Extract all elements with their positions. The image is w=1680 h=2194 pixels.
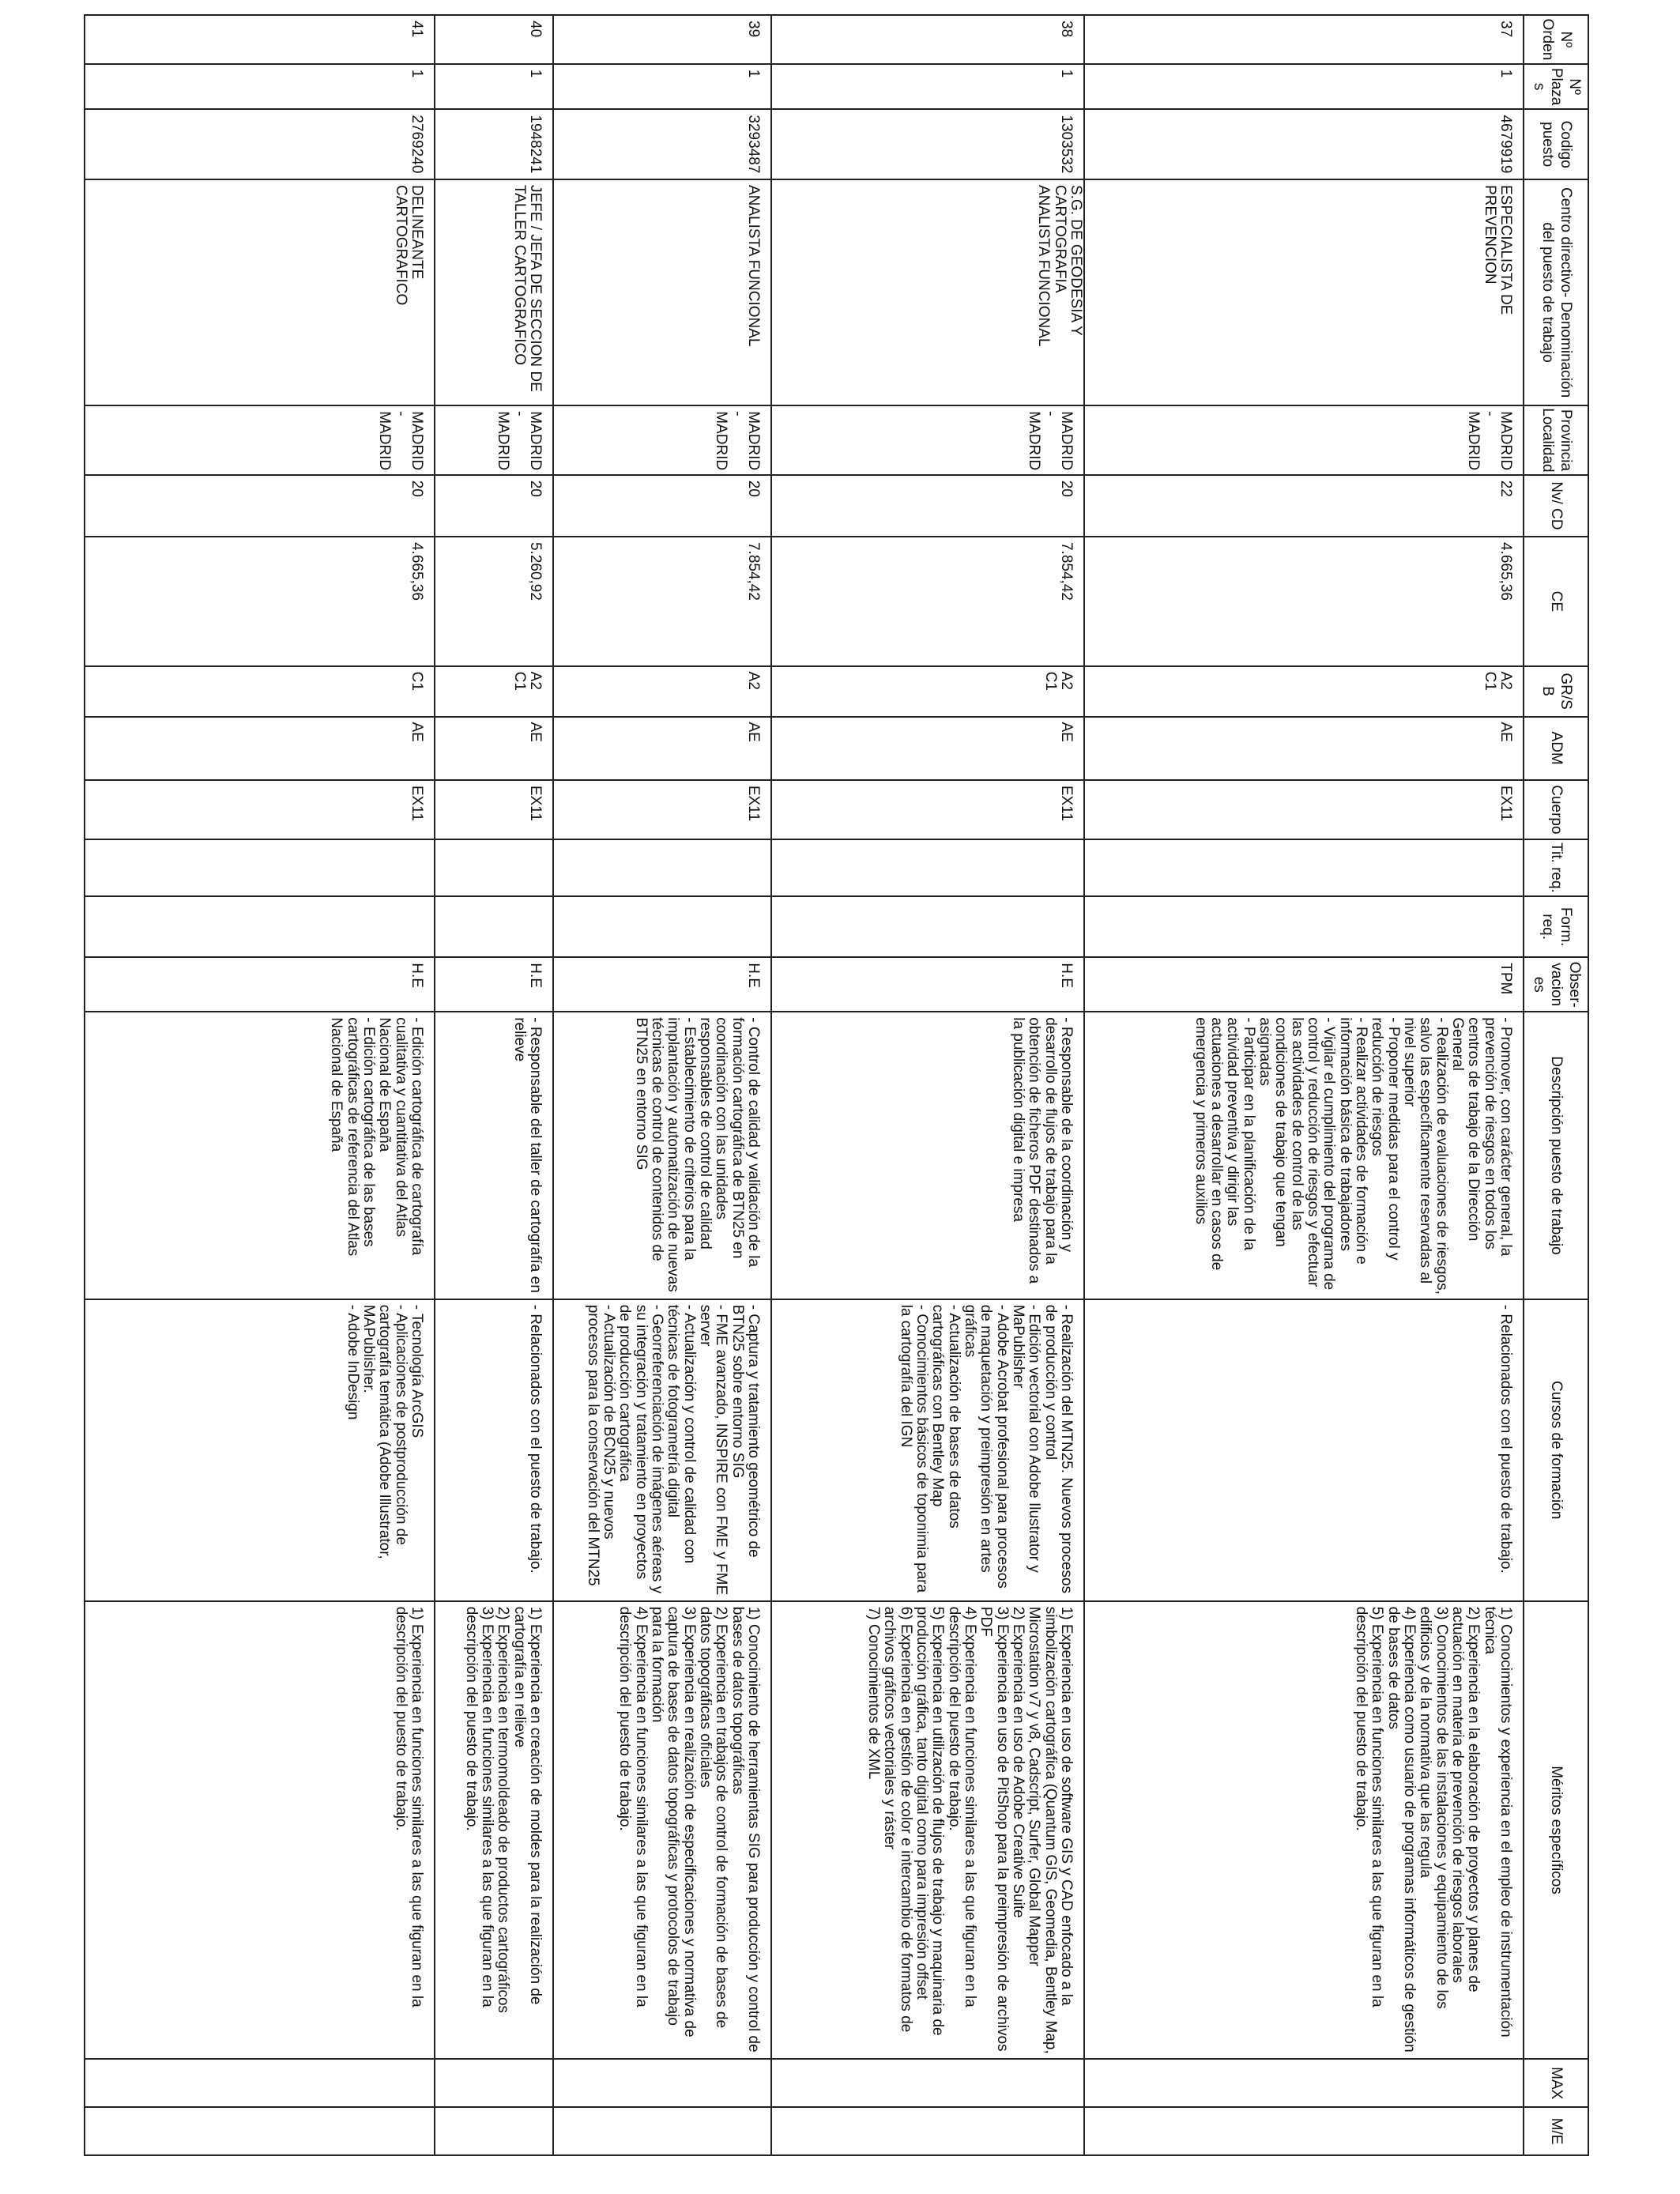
cell-meritos: 1) Experiencia en uso de software GIS y CAD enfocado a la simbolización cartográfica (Quantum GIS, Geomedia, Bentley Map, Microstation v7 y v8, Cadscript, Surfer, Global Mapper 2) Experiencia en uso de Adobe Creative Suite 3) Experiencia en uso de PitShop para la preimpresión de archivos PDF 4) Experiencia en funciones similares a las que figuran en la descripción del puesto de trabajo. 5) Experiencia en utilización de flujos de trabajo y maquinaria de producción gráfica, tanto digital como para impresión offset 6) Experiencia en gestión de color e intercambio de formatos de archivos gráficos vectoriales y ráster 7) Conocimientos de XML (771, 1601, 1084, 2060)
header-me: M/E (1524, 2107, 1588, 2155)
header-orden: Nº Orden (1524, 15, 1588, 64)
cell-centro (85, 179, 435, 405)
cell-plazas: 1 (85, 64, 435, 110)
cell-descripcion: - Responsable de la coordinación y desarrollo de flujos de trabajo para la obtención de ficheros PDF destinados a la publicación digital e impresa (771, 1012, 1084, 1299)
cell-plazas: 1 (553, 64, 771, 110)
header-centro: Centro directivo- Denominación del puesto de trabajo (1524, 179, 1588, 405)
cell-nivel: 20 (771, 475, 1084, 537)
header-cuerpo: Cuerpo (1524, 780, 1588, 839)
cell-cursos: - Realización del MTN25. Nuevos procesos de producción y control - Edición vectorial con Adobe Ilustrator y MaPublisher - Adobe Acrobat profesional para procesos de maquetación y preimpresión en artes gráficas - Actualización de bases de datos cartográficas con Bentley Map - Conocimientos básicos de toponimia para la cartografía del IGN (771, 1299, 1084, 1601)
header-provincia: Provincia Localidad (1524, 405, 1588, 475)
section-heading: S.G. DE GEODESIA Y CARTOGRAFIA (1051, 184, 1084, 336)
table-row (771, 15, 1084, 2155)
cell-provincia: MADRID - MADRID (1084, 405, 1524, 475)
cell-provincia: MADRID - MADRID (85, 405, 435, 475)
cell-cuerpo: EX11 (85, 780, 435, 839)
cell-observaciones: TPM (1084, 957, 1524, 1012)
header-descripcion: Descripción puesto de trabajo (1524, 1012, 1588, 1299)
cell-titulo (435, 839, 553, 896)
cell-centro (435, 179, 553, 405)
header-meritos: Méritos específicos (1524, 1601, 1588, 2060)
cell-me (553, 2107, 771, 2155)
cell-titulo (771, 839, 1084, 896)
header-cursos: Cursos de formación (1524, 1299, 1588, 1601)
cell-centro (553, 179, 771, 405)
cell-adm: AE (85, 717, 435, 780)
cell-titulo (553, 839, 771, 896)
cell-max (1084, 2059, 1524, 2107)
cell-formacion (1084, 896, 1524, 957)
cell-grupo: C1 (85, 666, 435, 717)
cell-formacion (85, 896, 435, 957)
cell-orden: 40 (435, 15, 553, 64)
cell-me (1084, 2107, 1524, 2155)
cell-nivel: 20 (553, 475, 771, 537)
header-formacion: Form. req. (1524, 896, 1588, 957)
table-row (85, 15, 435, 2155)
cell-ce: 4.665,36 (85, 537, 435, 666)
header-ce: CE (1524, 537, 1588, 666)
cell-descripcion: - Control de calidad y validación de la formación cartográfica de BTN25 en coordinación con las unidades responsables de control de calidad - Establecimiento de criterios para la implantación y automatización de nuevas técnicas de control de contenidos de BTN25 en entorno SIG (553, 1012, 771, 1299)
cell-max (85, 2059, 435, 2107)
cell-nivel: 20 (435, 475, 553, 537)
cell-meritos: 1) Conocimientos y experiencia en el empleo de instrumentación técnica 2) Experiencia en la elaboración de proyectos y planes de actuación en materia de prevención de riesgos laborales 3) Conocimientos de las instalaciones y equipamiento de los edificios y de la normativa que las regula 4) Experiencia como usuario de programas informáticos de gestión de bases de datos 5) Experiencia en funciones similares a las que figuran en la descripción del puesto de trabajo. (1084, 1601, 1524, 2060)
header-nivel: Nv/ CD (1524, 475, 1588, 537)
cell-me (85, 2107, 435, 2155)
cell-ce: 5.260,92 (435, 537, 553, 666)
cell-ce: 4.665,36 (1084, 537, 1524, 666)
vacancy-table (84, 14, 1589, 2156)
cell-orden: 39 (553, 15, 771, 64)
header-titulo: Tit. req. (1524, 839, 1588, 896)
cell-orden: 41 (85, 15, 435, 64)
cell-descripcion: - Promover, con carácter general, la prevención de riesgos en todos los centros de trabajo de la Dirección General - Realización de evaluaciones de riesgos, salvo las específicamente reservadas al nivel superior - Proponer medidas para el control y reducción de riesgos - Realizar actividades de formación e información básica de trabajadores - Vigilar el cumplimiento del programa de control y reducción de riesgos y efectuar las actividades de control de las condiciones de trabajo que tengan asignadas - Participar en la planificación de la actividad preventiva y dirigir las actuaciones a desarrollar en casos de emergencia y primeros auxilios (1084, 1012, 1524, 1299)
position-name: DELINEANTE CARTOGRAFICO (392, 184, 425, 306)
cell-max (553, 2059, 771, 2107)
header-row (1524, 15, 1588, 2155)
table-row (435, 15, 553, 2155)
cell-meritos: 1) Experiencia en funciones similares a las que figuran en la descripción del puesto de trabajo. (85, 1601, 435, 2060)
cell-max (771, 2059, 1084, 2107)
cell-centro (1084, 179, 1524, 405)
cell-ce: 7.854,42 (771, 537, 1084, 666)
cell-orden: 38 (771, 15, 1084, 64)
cell-adm: AE (771, 717, 1084, 780)
cell-codigo: 2769240 (85, 109, 435, 179)
header-plazas: Nº Plazas (1524, 64, 1588, 110)
cell-adm: AE (553, 717, 771, 780)
cell-cuerpo: EX11 (435, 780, 553, 839)
cell-grupo: A2 C1 (435, 666, 553, 717)
cell-grupo: A2 (553, 666, 771, 717)
cell-orden: 37 (1084, 15, 1524, 64)
cell-formacion (553, 896, 771, 957)
cell-cuerpo: EX11 (1084, 780, 1524, 839)
cell-provincia: MADRID - MADRID (435, 405, 553, 475)
cell-nivel: 20 (85, 475, 435, 537)
header-adm: ADM (1524, 717, 1588, 780)
position-name: ANALISTA FUNCIONAL (745, 184, 762, 347)
cell-formacion (771, 896, 1084, 957)
cell-adm: AE (435, 717, 553, 780)
cell-cursos: - Relacionados con el puesto de trabajo. (435, 1299, 553, 1601)
cell-provincia: MADRID - MADRID (553, 405, 771, 475)
cell-titulo (85, 839, 435, 896)
cell-nivel: 22 (1084, 475, 1524, 537)
cell-observaciones: H.E (435, 957, 553, 1012)
cell-max (435, 2059, 553, 2107)
cell-cuerpo: EX11 (771, 780, 1084, 839)
header-max: MAX (1524, 2059, 1588, 2107)
header-grupo: GR/SB (1524, 666, 1588, 717)
cell-descripcion: - Responsable del taller de cartografía en relieve (435, 1012, 553, 1299)
cell-provincia: MADRID - MADRID (771, 405, 1084, 475)
cell-cursos: - Tecnología ArcGIS - Aplicaciones de postproducción de cartografía temática (Adobe Illustrator, MAPublisher. - Adobe InDesign (85, 1299, 435, 1601)
cell-cuerpo: EX11 (553, 780, 771, 839)
position-name: ESPECIALISTA DE PREVENCION (1481, 184, 1514, 315)
cell-plazas: 1 (1084, 64, 1524, 110)
cell-me (435, 2107, 553, 2155)
cell-codigo: 1948241 (435, 109, 553, 179)
cell-titulo (1084, 839, 1524, 896)
cell-adm: AE (1084, 717, 1524, 780)
table-row (553, 15, 771, 2155)
cell-ce: 7.854,42 (553, 537, 771, 666)
cell-codigo: 4679919 (1084, 109, 1524, 179)
cell-codigo: 1303532 (771, 109, 1084, 179)
cell-observaciones: H.E (553, 957, 771, 1012)
cell-meritos: 1) Experiencia en creación de moldes para la realización de cartografía en relieve 2) Experiencia en termomoldeado de productos cartográficos 3) Experiencia en funciones similares a las que figuran en la descripción del puesto de trabajo. (435, 1601, 553, 2060)
cell-plazas: 1 (771, 64, 1084, 110)
table-row (1084, 15, 1524, 2155)
cell-formacion (435, 896, 553, 957)
cell-observaciones: H.E (771, 957, 1084, 1012)
header-codigo: Codigo puesto (1524, 109, 1588, 179)
cell-plazas: 1 (435, 64, 553, 110)
cell-descripcion: - Edición cartográfica de cartografía cualitativa y cuantitativa del Atlas Nacional de España - Edición cartográfica de las bases cartográficas de referencia del Atlas Nacional de España (85, 1012, 435, 1299)
cell-cursos: - Relacionados con el puesto de trabajo. (1084, 1299, 1524, 1601)
cell-grupo: A2 C1 (1084, 666, 1524, 717)
cell-meritos: 1) Conocimiento de herramientas SIG para producción y control de bases de datos topográficas 2) Experiencia en trabajos de control de formación de bases de datos topográficas oficiales 3) Experiencia en realización de especificaciones y normativa de captura de bases de datos topográficas y protocolos de trabajo para la formación 4) Experiencia en funciones similares a las que figuran en la descripción del puesto de trabajo. (553, 1601, 771, 2060)
header-observaciones: Obser- vaciones (1524, 957, 1588, 1012)
cell-me (771, 2107, 1084, 2155)
cell-grupo: A2 C1 (771, 666, 1084, 717)
cell-centro (771, 179, 1084, 405)
position-name: JEFE / JEFA DE SECCION DE TALLER CARTOGRAFICO (510, 184, 544, 392)
cell-observaciones: H.E (85, 957, 435, 1012)
cell-codigo: 3293487 (553, 109, 771, 179)
position-name: ANALISTA FUNCIONAL (1035, 184, 1053, 347)
cell-cursos: - Captura y tratamiento geométrico de BTN25 sobre entorno SIG - FME avanzado, INSPIRE con FME y FME server - Actualización y control de calidad con técnicas de fotogrametría digital - Georreferenciación de imágenes aéreas y su integración y tratamiento en proyectos de producción cartográfica - Actualización de BCN25 y nuevos procesos para la conservación del MTN25 (553, 1299, 771, 1601)
